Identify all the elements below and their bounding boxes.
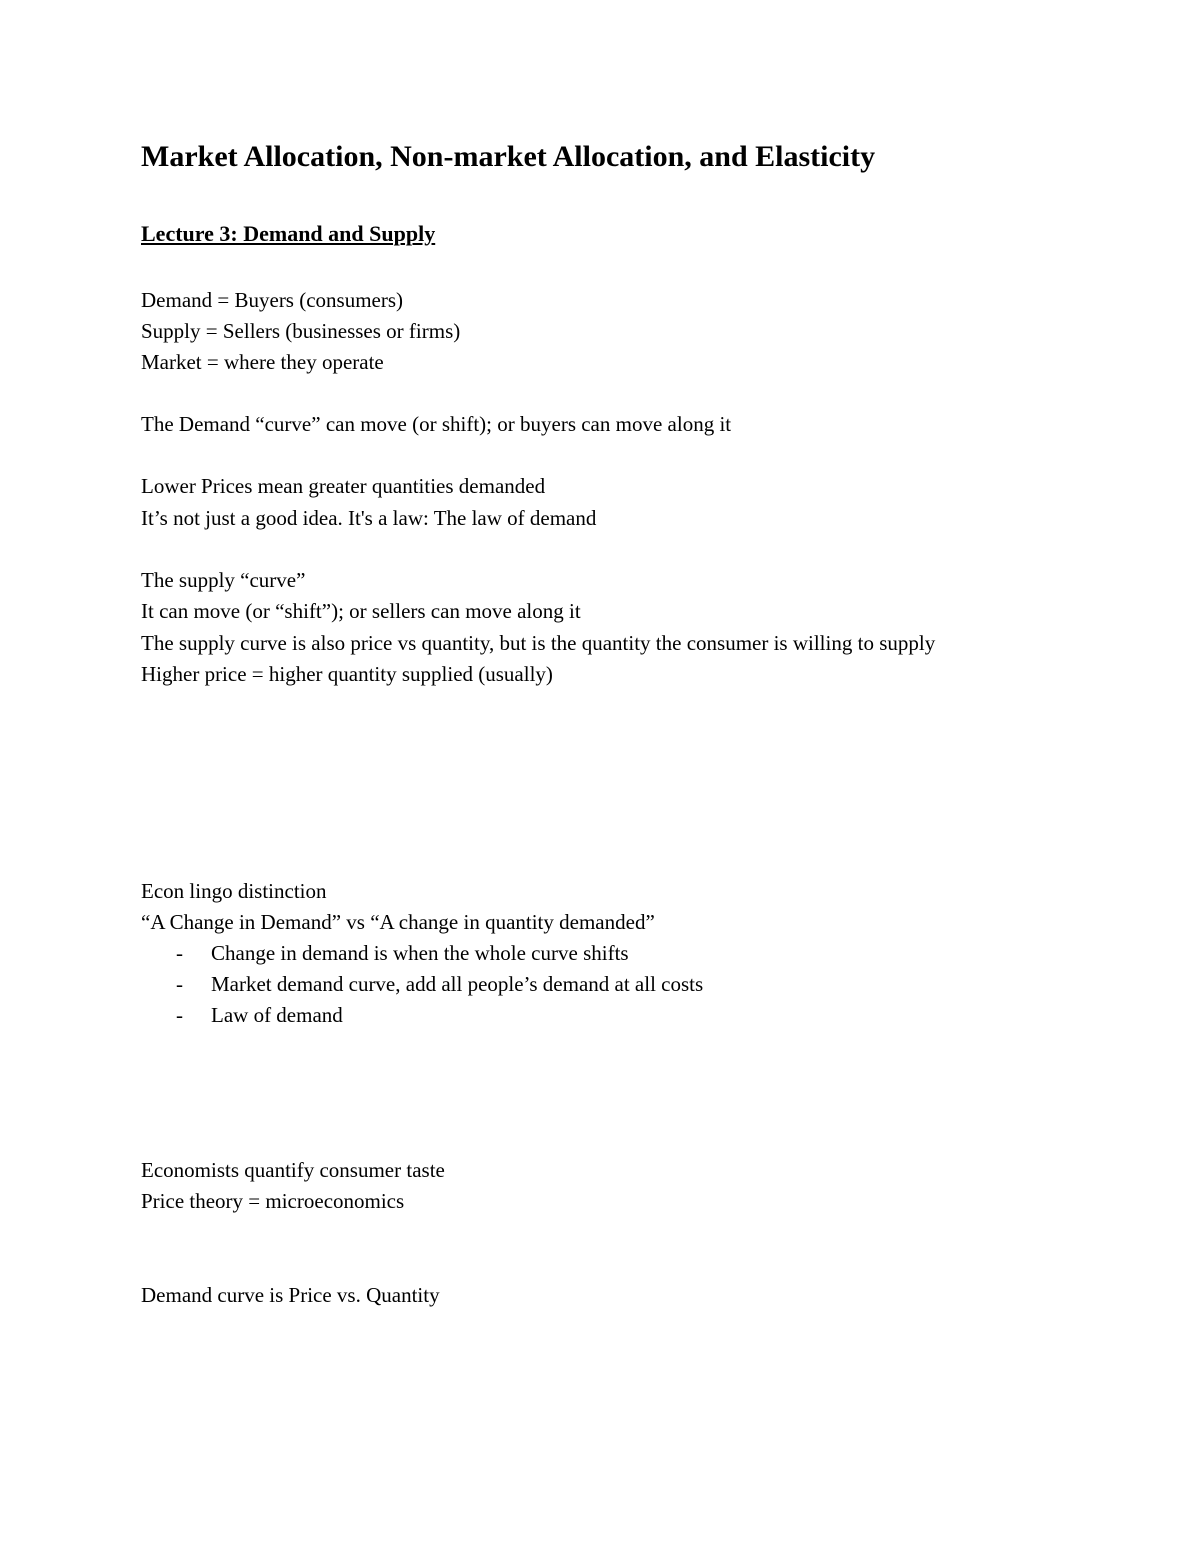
economists-line-2: Price theory = microeconomics: [141, 1189, 405, 1213]
closing-line: Demand curve is Price vs. Quantity: [141, 1283, 440, 1307]
list-item-text: Change in demand is when the whole curve shifts: [211, 941, 629, 965]
list-item: [176, 1000, 343, 1031]
definition-demand: Demand = Buyers (consumers): [141, 288, 404, 312]
supply-curve-line-2: It can move (or “shift”); or sellers can move along it: [141, 599, 581, 623]
demand-curve-note: The Demand “curve” can move (or shift); or buyers can move along it: [141, 412, 732, 436]
lingo-comparison: “A Change in Demand” vs “A change in quantity demanded”: [141, 910, 655, 934]
list-item-text: Market demand curve, add all people’s demand at all costs: [211, 972, 704, 996]
lecture-heading: Lecture 3: Demand and Supply: [141, 221, 436, 246]
document-title: Market Allocation, Non-market Allocation, and Elasticity: [141, 140, 876, 173]
definition-supply: Supply = Sellers (businesses or firms): [141, 319, 461, 343]
law-of-demand-line-2: It’s not just a good idea. It's a law: The law of demand: [141, 506, 597, 530]
supply-curve-line-4: Higher price = higher quantity supplied (usually): [141, 662, 553, 686]
bullet-dash: -: [176, 972, 183, 996]
bullet-dash: -: [176, 1003, 183, 1027]
definition-market: Market = where they operate: [141, 350, 384, 374]
list-item-text: Law of demand: [211, 1003, 343, 1027]
supply-curve-line-3: The supply curve is also price vs quantity, but is the quantity the consumer is willing to supply: [141, 631, 936, 655]
bullet-dash: -: [176, 941, 183, 965]
law-of-demand-line-1: Lower Prices mean greater quantities demanded: [141, 474, 546, 498]
list-item: [176, 938, 629, 969]
list-item: [176, 969, 703, 1000]
lingo-heading: Econ lingo distinction: [141, 879, 327, 903]
economists-line-1: Economists quantify consumer taste: [141, 1158, 445, 1182]
supply-curve-line-1: The supply “curve”: [141, 568, 306, 592]
